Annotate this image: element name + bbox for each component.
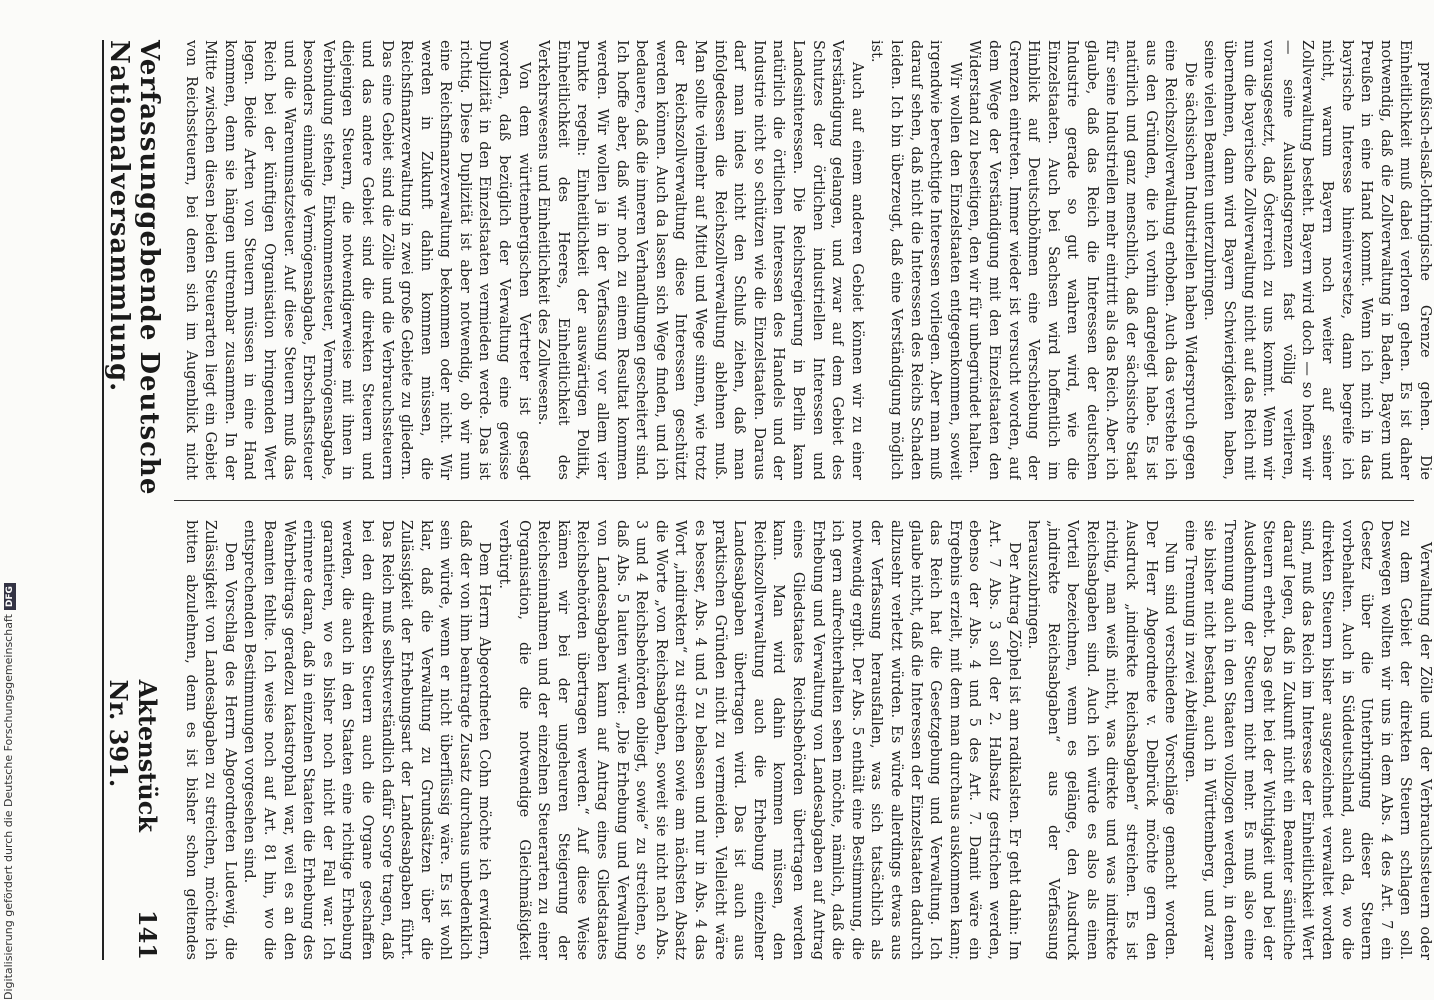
paragraph: Den Vorschlag des Herrn Abgeordneten Ludewig, die Zulässigkeit von Landesabgaben zu streichen, möchte ich bitten abzulehnen, denn es ist bisher schon geltendes	[182, 520, 238, 960]
dfg-logo-badge: DFG	[4, 583, 16, 610]
document-title: Verfassunggebende Deutsche Nationalversammlung.	[104, 40, 164, 496]
paragraph: Die sächsischen Industriellen haben Widerspruch gegen eine Reichszollverwaltung erhoben. Auch das verstehe ich aus den Gründen, die ich vorhin dargelegt habe. Es ist natürlich und ganz menschlich, daß der sächsische Staat für seine Industriellen mehr eintritt als das Reich. Aber ich glaube, daß das Reich die Interessen der deutschen Industrie gerade so gut wahren wird, wie die Einzelstaaten. Auch bei Sachsen wird hoffentlich im Hinblick auf Deutschböhmen eine Verschiebung der Grenzen eintreten. Immer wieder ist versucht worden, auf dem Wege der Verständigung mit den Einzelstaaten den Widerstand zu beseitigen, den wir für unbegründet halten.	[966, 40, 1198, 480]
paragraph: Wir wollen den Einzelstaaten entgegenkommen, soweit irgendwie berechtigte Interessen vorliegen. Aber man muß darauf sehen, daß nicht die Interessen des Reichs Schaden leiden. Ich bin überzeugt, daß eine Verständigung möglich ist.	[868, 40, 963, 480]
paragraph: Von dem württembergischen Vertreter ist gesagt worden, daß bezüglich der Verwaltung eine gewisse Duplizität in den Einzelstaaten vermieden werde. Das ist richtig. Diese Duplizität ist aber notwendig, ob wir nun eine Reichsfinanzverwaltung bekommen oder nicht. Wir werden in Zukunft dahin kommen müssen, die Reichsfinanzverwaltung in zwei große Gebiete zu gliedern. Das eine Gebiet sind die Zölle und die Verbrauchssteuern und das andere Gebiet sind die direkten Steuern und diejenigen Steuern, die notwendigerweise mit ihnen in Verbindung stehen, Einkommensteuer, Vermögensabgabe, besonders einmalige Vermögensabgabe, Erbschaftssteuer und die Warenumsatzsteuer. Auf diese Steuern muß das Reich bei der künftigen Organisation bringenden Wert legen. Beide Arten von Steuern müssen in eine Hand kommen, denn sie hängen untrennbar zusammen. In der Mitte zwischen diesen beiden Steuerarten liegt ein Gebiet von Reichssteuern, bei denen sich im Augenblick nicht	[182, 40, 532, 480]
text-column-left	[179, 40, 1434, 480]
rotated-page	[54, 0, 1434, 1000]
page-content	[54, 0, 1434, 1000]
page-number: 141	[133, 909, 162, 960]
paragraph: Auch auf einem anderen Gebiet können wir zu einer Verständigung gelangen, und zwar auf dem Gebiet des Schutzes der örtlichen industriellen Interessen und Landesinteressen. Die Reichsregierung in Berlin kann natürlich die örtlichen Interessen des Handels und der Industrie nicht so schützen wie die Einzelstaaten. Daraus darf man indes nicht den Schluß ziehen, daß man infolgedessen die Reichszollverwaltung ablehnen muß. Man sollte vielmehr auf Mittel und Wege sinnen, wie trotz der Reichszollverwaltung diese Interessen geschützt werden können. Auch da lassen sich Wege finden, und ich bedauere, daß die inneren Verhandlungen gescheitert sind. Ich hoffe aber, daß wir noch zu einem Resultat kommen werden. Wir wollen ja in der Verfassung vor allem vier Punkte regeln: Einheitlichkeit der auswärtigen Politik, Einheitlichkeit des Heeres, Einheitlichkeit des Verkehrswesens und Einheitlichkeit des Zollwesens.	[535, 40, 865, 480]
paragraph: Verwaltung der Zölle und der Verbrauchssteuern oder zu dem Gebiet der direkten Steuern schlagen soll. Deswegen wollten wir uns in dem Abs. 4 des Art. 7 ein Gesetz über die Unterbringung dieser Steuern vorbehalten. Auch in Süddeutschland, auch da, wo die direkten Steuern bisher ausgezeichnet verwaltet worden sind, muß das Reich im Interesse der Einheitlichkeit Wert darauf legen, daß in Zukunft nicht ein Beamter sämtliche Steuern erhebt. Das geht bei der Wichtigkeit und bei der Ausdehnung der Steuern nicht mehr. Es muß also eine Trennung auch in den Staaten vollzogen werden, in denen sie bisher nicht bestand, auch in Württemberg, und zwar eine Trennung in zwei Abteilungen.	[1181, 520, 1433, 960]
column-divider	[174, 500, 1414, 501]
paragraph: Der Antrag Zöphel ist am radikalsten. Er geht dahin: Im Art. 7 Abs. 3 soll der 2. Halbsatz gestrichen werden, ebenso der Abs. 4 und 5 des Art. 7. Damit wäre ein Ergebnis erzielt, mit dem man durchaus auskommen kann; das Reich hat die Gesetzgebung und Verwaltung. Ich glaube nicht, daß die Interessen der Einzelstaaten dadurch allzusehr verletzt würden. Es würde allerdings etwas aus der Verfassung herausfallen, was sich tatsächlich als notwendig ergibt. Der Abs. 5 enthält eine Bestimmung, die ich gern aufrechterhalten sehen möchte, nämlich, daß die Erhebung und Verwaltung von Landesabgaben auf Antrag eines Gliedstaates Reichsbehörden übertragen werden kann. Man wird dahin kommen müssen, den Reichszollverwaltung auch die Erhebung einzelner Landesabgaben übertragen wird. Das ist auch aus praktischen Gründen nicht zu vermeiden. Vielleicht wäre es besser, Abs. 4 und 5 zu belassen und nur in Abs. 4 das Wort „indirekten“ zu streichen sowie am nächsten Absatz die Worte „von Reichsabgaben, soweit sie nicht nach Abs. 3 und 4 Reichsbehörden obliegt, sowie“ zu streichen, so daß Abs. 5 lauten würde: „Die Erhebung und Verwaltung von Landesabgaben kann auf Antrag eines Gliedstaates Reichsbehörden übertragen werden.“ Auf diese Weise kämen wir bei der ungeheuren Steigerung der Reichseinnahmen und der einzelnen Steuerarten zu einer Organisation, die die notwendige Gleichmäßigkeit verbürgt.	[496, 520, 1022, 960]
paragraph: Dem Herrn Abgeordneten Cohn möchte ich erwidern, daß der von ihm beantragte Zusatz durchaus unbedenklich sein würde, wenn er nicht überflüssig wäre. Es ist wohl klar, daß die Verwaltung zu Grundsätzen über die Zulässigkeit der Erhebungsart der Landesabgaben führt. Das Reich muß selbstverständlich dafür Sorge tragen, daß bei den direkten Steuern auch die Organe geschaffen werden, die auch in den Staaten eine richtige Erhebung garantieren, wo es bisher noch nicht der Fall war. Ich erinnere daran, daß in einzelnen Staaten die Erhebung des Wehrbeitrags geradezu katastrophal war, weil es an den Beamten fehlte. Ich weise noch auf Art. 81 hin, wo die entsprechenden Bestimmungen vorgesehen sind.	[241, 520, 493, 960]
paragraph: preußisch-elsaß-lothringische Grenze gehen. Die Einheitlichkeit muß dabei verloren gehen. Es ist daher notwendig, daß die Zollverwaltung in Baden, Bayern und Preußen in eine Hand kommt. Wenn ich mich in das bayrische Interesse hineinversetze, dann begreife ich nicht, warum Bayern noch weiter auf seiner Zollverwaltung besteht. Bayern wird doch — so hoffen wir — seine Auslandsgrenzen fast völlig verlieren, vorausgesetzt, daß Österreich zu uns kommt. Wenn wir nun die bayerische Zollverwaltung nicht auf das Reich mit übernehmen, dann wird Bayern Schwierigkeiten haben, seine vielen Beamten unterzubringen.	[1201, 40, 1433, 480]
digitization-note	[2, 583, 16, 1000]
paragraph: Nun sind verschiedene Vorschläge gemacht worden. Der Herr Abgeordnete v. Delbrück möchte gern den Ausdruck „indirekte Reichsabgaben“ streichen. Es ist richtig, man weiß nicht, was direkte und was indirekte Reichsabgaben sind. Auch ich würde es also als einen Vorteil bezeichnen, wenn es gelänge, den Ausdruck „indirekte Reichsabgaben“ aus der Verfassung herauszubringen.	[1025, 520, 1179, 960]
text-column-right	[179, 520, 1434, 960]
digitization-text: Digitalisierung gefördert durch die Deutsche Forschungsgemeinschaft	[2, 614, 15, 1000]
document-reference: Aktenstück Nr. 391.	[104, 679, 162, 832]
header-right	[104, 680, 162, 960]
page-header	[102, 40, 164, 960]
